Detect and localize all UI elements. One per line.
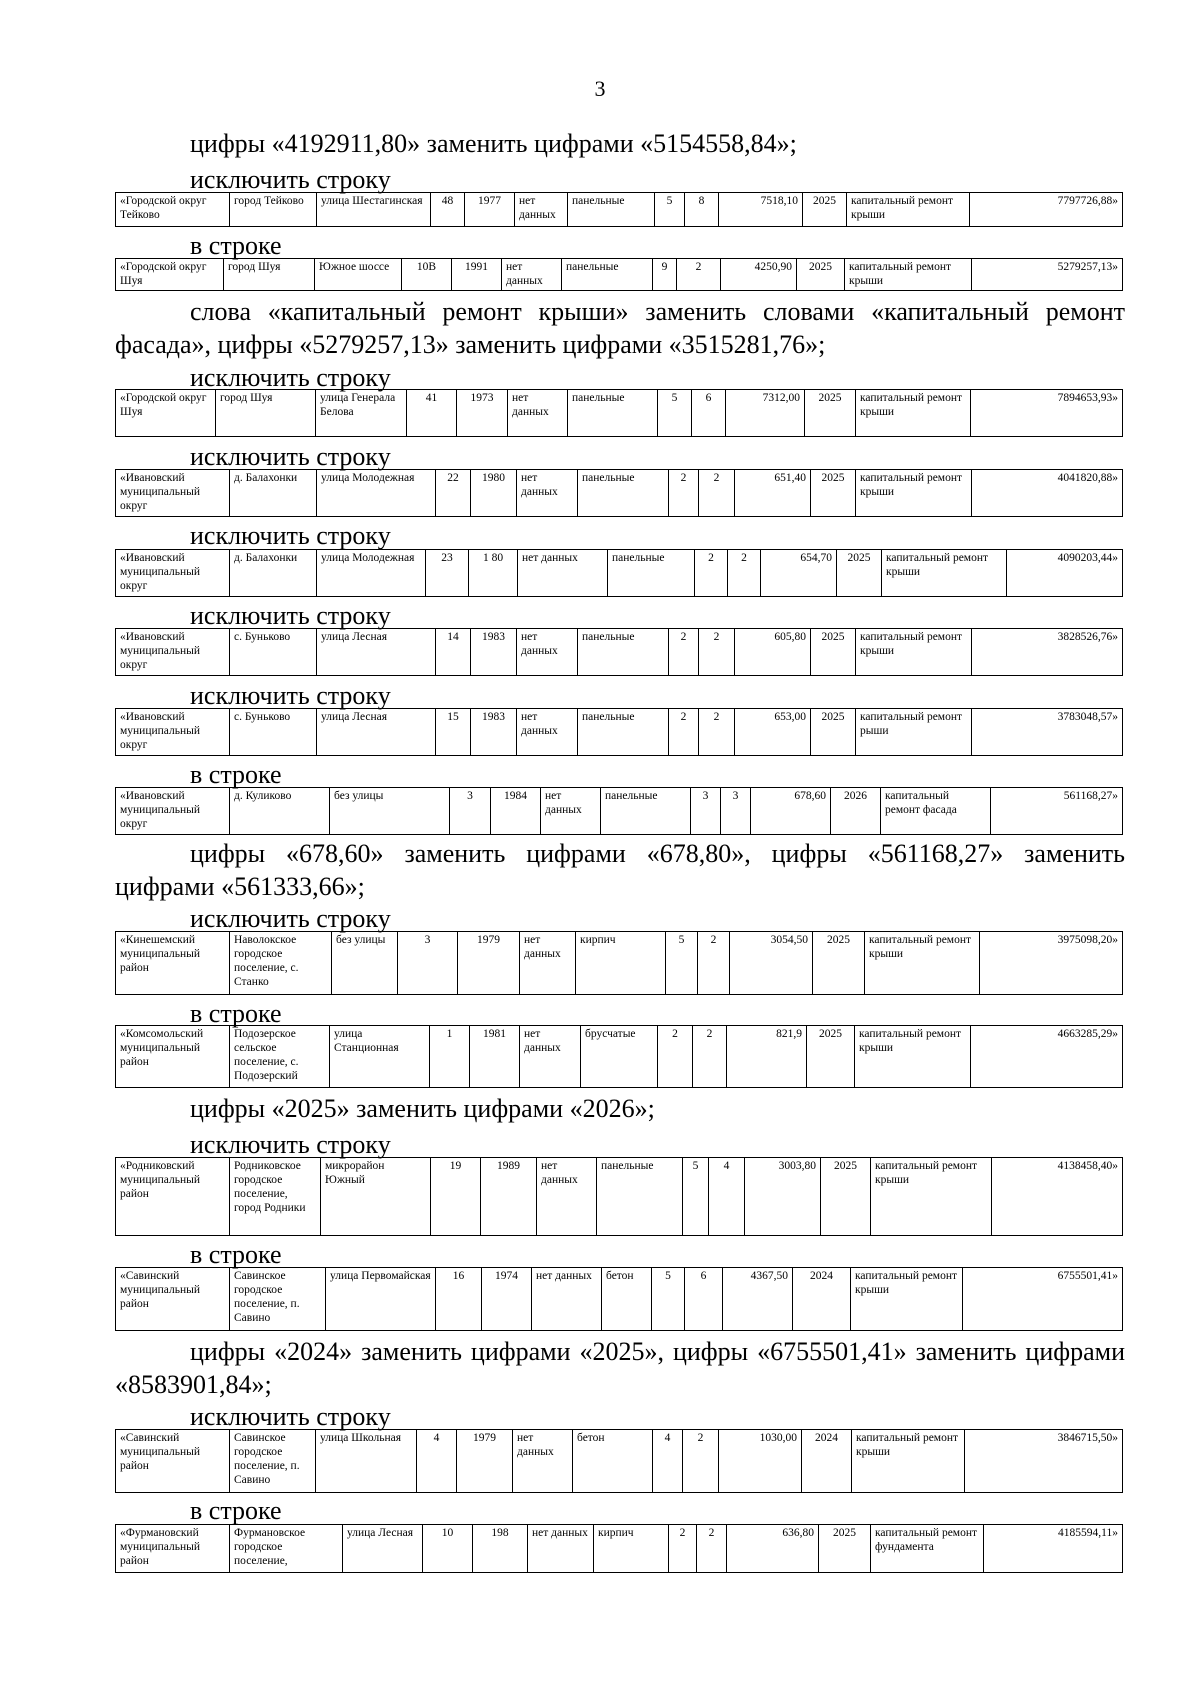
table-cell: 1991 bbox=[452, 259, 502, 291]
table-cell: 8 bbox=[685, 193, 719, 227]
instruction-label: в строке bbox=[190, 760, 282, 789]
table-cell: 2025 bbox=[803, 193, 847, 227]
table-cell: 23 bbox=[426, 550, 469, 597]
table-cell: улица Молодежная bbox=[317, 470, 436, 517]
register-row-table bbox=[115, 1157, 1123, 1236]
register-row-table bbox=[115, 931, 1123, 995]
table-cell: 22 bbox=[436, 470, 471, 517]
table-row bbox=[116, 1158, 1123, 1236]
table-cell: 2024 bbox=[802, 1430, 852, 1493]
table-cell: нет данных bbox=[541, 788, 601, 835]
table-cell: 3003,80 bbox=[745, 1158, 821, 1236]
table-cell: 2025 bbox=[837, 550, 882, 597]
table-row bbox=[116, 1268, 1123, 1331]
table-cell: 3975098,20» bbox=[980, 932, 1123, 995]
amendment-paragraph: цифры «4192911,80» заменить цифрами «5154558,84»; bbox=[190, 129, 797, 158]
table-cell: 2025 bbox=[805, 390, 856, 437]
table-cell: 2025 bbox=[813, 932, 865, 995]
table-cell: «Ивановский муниципальный округ bbox=[116, 629, 230, 676]
table-cell: нет данных bbox=[537, 1158, 597, 1236]
table-cell: 1977 bbox=[465, 193, 515, 227]
table-cell: 6 bbox=[685, 1268, 723, 1331]
table-cell: 5 bbox=[666, 932, 698, 995]
table-cell: 654,70 bbox=[761, 550, 837, 597]
table-cell: «Городской округ Шуя bbox=[116, 390, 216, 437]
table-cell: Подозерское сельское поселение, с. Подозерский bbox=[230, 1026, 330, 1088]
table-cell: 653,00 bbox=[735, 709, 811, 756]
table-cell: 2024 bbox=[793, 1268, 851, 1331]
table-cell: 3 bbox=[721, 788, 751, 835]
table-cell: 4090203,44» bbox=[1007, 550, 1123, 597]
table-row bbox=[116, 709, 1123, 756]
table-cell: 2025 bbox=[811, 629, 856, 676]
table-cell: «Кинешемский муниципальный район bbox=[116, 932, 230, 995]
amendment-paragraph: цифры «2025» заменить цифрами «2026»; bbox=[190, 1094, 655, 1123]
table-cell: 2025 bbox=[819, 1525, 871, 1573]
table-cell: «Ивановский муниципальный округ bbox=[116, 470, 230, 517]
table-cell: 19 bbox=[431, 1158, 481, 1236]
table-cell: 1980 bbox=[471, 470, 517, 517]
table-row bbox=[116, 629, 1123, 676]
register-row-table bbox=[115, 1025, 1123, 1088]
register-row-table bbox=[115, 1267, 1123, 1331]
table-cell: кирпич bbox=[594, 1525, 669, 1573]
table-cell: улица Первомайская bbox=[326, 1268, 436, 1331]
table-cell: 2 bbox=[693, 1026, 727, 1088]
table-cell: «Савинский муниципальный район bbox=[116, 1430, 230, 1493]
table-cell: 605,80 bbox=[735, 629, 811, 676]
table-cell: капитальный ремонт фундамента bbox=[871, 1525, 984, 1573]
table-cell: 2 bbox=[699, 629, 735, 676]
table-cell: город Шуя bbox=[216, 390, 316, 437]
instruction-label: исключить строку bbox=[190, 1402, 391, 1431]
table-cell: 2 bbox=[697, 1525, 727, 1573]
table-row bbox=[116, 550, 1123, 597]
table-cell: 2025 bbox=[807, 1026, 855, 1088]
table-row bbox=[116, 259, 1123, 291]
table-cell: 4367,50 bbox=[723, 1268, 793, 1331]
table-cell: капитальный ремонт крыши bbox=[847, 193, 970, 227]
table-cell: 2 bbox=[669, 629, 699, 676]
table-cell: 1983 bbox=[471, 709, 517, 756]
table-cell: 1979 bbox=[458, 932, 520, 995]
table-cell: панельные bbox=[568, 193, 655, 227]
table-cell: без улицы bbox=[330, 788, 450, 835]
table-cell: с. Буньково bbox=[230, 629, 317, 676]
table-cell: 1 80 bbox=[469, 550, 518, 597]
table-cell: 2025 bbox=[797, 259, 845, 291]
amendment-paragraph: слова «капитальный ремонт крыши» заменить словами «капитальный ремонт фасада», цифры «5279257,13» заменить цифрами «3515281,76»; bbox=[115, 297, 1125, 359]
register-row-table bbox=[115, 549, 1123, 597]
table-cell: капитальный ремонт крыши bbox=[855, 1026, 971, 1088]
table-cell: бетон bbox=[602, 1268, 652, 1331]
table-cell: капитальный ремонт крыши bbox=[865, 932, 980, 995]
table-cell: 5279257,13» bbox=[972, 259, 1123, 291]
instruction-label: в строке bbox=[190, 999, 282, 1028]
table-cell: панельные bbox=[601, 788, 691, 835]
table-cell: 678,60 bbox=[751, 788, 831, 835]
table-cell: нет данных bbox=[508, 390, 568, 437]
instruction-label: исключить строку bbox=[190, 521, 391, 550]
table-row bbox=[116, 1430, 1123, 1493]
table-cell: капитальный ремонт фасада bbox=[881, 788, 991, 835]
table-cell: 2 bbox=[728, 550, 761, 597]
table-cell: Родниковское городское поселение, город Родники bbox=[230, 1158, 321, 1236]
table-cell: нет данных bbox=[517, 629, 578, 676]
table-cell: нет данных bbox=[518, 550, 608, 597]
table-cell: 1983 bbox=[471, 629, 517, 676]
table-cell: д. Балахонки bbox=[230, 550, 317, 597]
table-cell: 4 bbox=[417, 1430, 457, 1493]
table-cell: 2 bbox=[699, 709, 735, 756]
table-cell: панельные bbox=[608, 550, 695, 597]
instruction-label: исключить строку bbox=[190, 904, 391, 933]
register-row-table bbox=[115, 192, 1123, 227]
table-cell: 14 bbox=[436, 629, 471, 676]
table-cell: 9 bbox=[653, 259, 677, 291]
table-cell: город Тейково bbox=[230, 193, 317, 227]
table-cell: 3 bbox=[450, 788, 491, 835]
table-cell: 4138458,40» bbox=[992, 1158, 1123, 1236]
table-cell: капитальный ремонт крыши bbox=[845, 259, 972, 291]
table-cell: «Ивановский муниципальный округ bbox=[116, 788, 230, 835]
table-cell: 5 bbox=[683, 1158, 709, 1236]
table-cell: «Городской округ Шуя bbox=[116, 259, 224, 291]
table-row bbox=[116, 193, 1123, 227]
table-cell: нет данных bbox=[520, 1026, 581, 1088]
instruction-label: в строке bbox=[190, 1496, 282, 1525]
table-cell: капитальный ремонт крыши bbox=[856, 390, 971, 437]
table-cell: нет данных bbox=[517, 470, 578, 517]
table-cell: 6755501,41» bbox=[963, 1268, 1123, 1331]
table-cell: панельные bbox=[578, 470, 669, 517]
table-cell: 2 bbox=[683, 1430, 719, 1493]
table-cell: панельные bbox=[578, 629, 669, 676]
table-cell: нет данных bbox=[517, 709, 578, 756]
table-cell: 16 bbox=[436, 1268, 482, 1331]
table-cell: 1989 bbox=[481, 1158, 537, 1236]
instruction-label: исключить строку bbox=[190, 1130, 391, 1159]
table-cell: 2 bbox=[677, 259, 721, 291]
table-cell: нет данных bbox=[520, 932, 576, 995]
table-cell: 2 bbox=[698, 932, 730, 995]
register-row-table bbox=[115, 1429, 1123, 1493]
table-cell: панельные bbox=[578, 709, 669, 756]
table-cell: 1 bbox=[430, 1026, 470, 1088]
table-cell: 41 bbox=[407, 390, 457, 437]
table-cell: улица Лесная bbox=[343, 1525, 423, 1573]
table-cell: 7797726,88» bbox=[970, 193, 1123, 227]
table-cell: 2 bbox=[669, 709, 699, 756]
table-cell: 4 bbox=[709, 1158, 745, 1236]
table-cell: брусчатые bbox=[581, 1026, 658, 1088]
table-cell: 5 bbox=[652, 1268, 685, 1331]
table-cell: 2 bbox=[669, 1525, 697, 1573]
table-cell: «Савинский муниципальный район bbox=[116, 1268, 230, 1331]
table-cell: улица Шестагинская bbox=[317, 193, 431, 227]
table-cell: капитальный ремонт крыши bbox=[851, 1268, 963, 1331]
table-cell: 7518,10 bbox=[719, 193, 803, 227]
table-row bbox=[116, 390, 1123, 437]
table-cell: улица Школьная bbox=[316, 1430, 417, 1493]
table-cell: Наволокское городское поселение, с. Станко bbox=[230, 932, 332, 995]
table-cell: 651,40 bbox=[735, 470, 811, 517]
table-cell: капитальный ремонт крыши bbox=[852, 1430, 965, 1493]
table-cell: капитальный ремонт крыши bbox=[882, 550, 1007, 597]
table-cell: 2 bbox=[669, 470, 699, 517]
table-cell: 7894653,93» bbox=[971, 390, 1123, 437]
table-cell: город Шуя bbox=[224, 259, 315, 291]
table-cell: кирпич bbox=[576, 932, 666, 995]
table-cell: 6 bbox=[692, 390, 726, 437]
table-row bbox=[116, 470, 1123, 517]
table-cell: «Фурмановский муниципальный район bbox=[116, 1525, 230, 1573]
table-cell: 3054,50 bbox=[730, 932, 813, 995]
table-cell: 561168,27» bbox=[991, 788, 1123, 835]
register-row-table bbox=[115, 258, 1123, 291]
table-cell: 1973 bbox=[457, 390, 508, 437]
amendment-paragraph: цифры «678,60» заменить цифрами «678,80», цифры «561168,27» заменить цифрами «561333,66»; bbox=[115, 839, 1125, 901]
table-cell: «Родниковский муниципальный район bbox=[116, 1158, 230, 1236]
instruction-label: исключить строку bbox=[190, 681, 391, 710]
table-cell: д. Куликово bbox=[230, 788, 330, 835]
table-cell: 10 bbox=[423, 1525, 473, 1573]
table-cell: капитальный ремонт крыши bbox=[871, 1158, 992, 1236]
table-cell: 3828526,76» bbox=[972, 629, 1123, 676]
table-cell: 2025 bbox=[811, 470, 856, 517]
table-cell: 3 bbox=[398, 932, 458, 995]
table-cell: «Ивановский муниципальный округ bbox=[116, 709, 230, 756]
register-row-table bbox=[115, 628, 1123, 676]
table-cell: без улицы bbox=[332, 932, 398, 995]
table-cell: «Городской округ Тейково bbox=[116, 193, 230, 227]
table-cell: нет данных bbox=[515, 193, 568, 227]
table-cell: Савинское городское поселение, п. Савино bbox=[230, 1268, 326, 1331]
table-row bbox=[116, 932, 1123, 995]
table-cell: «Ивановский муниципальный округ bbox=[116, 550, 230, 597]
table-cell: д. Балахонки bbox=[230, 470, 317, 517]
table-cell: улица Генерала Белова bbox=[316, 390, 407, 437]
register-row-table bbox=[115, 708, 1123, 756]
table-row bbox=[116, 1026, 1123, 1088]
instruction-label: в строке bbox=[190, 231, 282, 260]
table-cell: 4041820,88» bbox=[972, 470, 1123, 517]
table-cell: 3 bbox=[691, 788, 721, 835]
table-cell: 5 bbox=[655, 193, 685, 227]
table-cell: «Комсомольский муниципальный район bbox=[116, 1026, 230, 1088]
table-cell: панельные bbox=[568, 390, 658, 437]
table-cell: нет данных bbox=[502, 259, 562, 291]
table-cell: 7312,00 bbox=[726, 390, 805, 437]
table-cell: 1030,00 bbox=[719, 1430, 802, 1493]
table-cell: с. Буньково bbox=[230, 709, 317, 756]
table-cell: капитальный ремонт крыши bbox=[856, 470, 972, 517]
table-cell: 1979 bbox=[457, 1430, 513, 1493]
table-cell: 1984 bbox=[491, 788, 541, 835]
register-row-table bbox=[115, 1524, 1123, 1573]
table-cell: 2 bbox=[695, 550, 728, 597]
instruction-label: в строке bbox=[190, 1240, 282, 1269]
table-cell: улица Лесная bbox=[317, 709, 436, 756]
instruction-label: исключить строку bbox=[190, 601, 391, 630]
table-cell: 2025 bbox=[821, 1158, 871, 1236]
table-row bbox=[116, 1525, 1123, 1573]
table-cell: 3846715,50» bbox=[965, 1430, 1123, 1493]
table-cell: нет данных bbox=[513, 1430, 573, 1493]
table-cell: 4663285,29» bbox=[971, 1026, 1123, 1088]
table-cell: 636,80 bbox=[727, 1525, 819, 1573]
table-cell: 198 bbox=[473, 1525, 528, 1573]
table-cell: Южное шоссе bbox=[315, 259, 402, 291]
table-cell: 5 bbox=[658, 390, 692, 437]
table-cell: 2026 bbox=[831, 788, 881, 835]
table-cell: 4 bbox=[653, 1430, 683, 1493]
table-cell: капитальный ремонт рыши bbox=[856, 709, 972, 756]
instruction-label: исключить строку bbox=[190, 165, 391, 194]
table-cell: бетон bbox=[573, 1430, 653, 1493]
table-row bbox=[116, 788, 1123, 835]
table-cell: 10В bbox=[402, 259, 452, 291]
table-cell: 15 bbox=[436, 709, 471, 756]
register-row-table bbox=[115, 389, 1123, 437]
instruction-label: исключить строку bbox=[190, 363, 391, 392]
table-cell: 48 bbox=[431, 193, 465, 227]
table-cell: 2 bbox=[699, 470, 735, 517]
table-cell: панельные bbox=[597, 1158, 683, 1236]
table-cell: Савинское городское поселение, п. Савино bbox=[230, 1430, 316, 1493]
table-cell: панельные bbox=[562, 259, 653, 291]
register-row-table bbox=[115, 787, 1123, 835]
table-cell: нет данных bbox=[532, 1268, 602, 1331]
amendment-paragraph: цифры «2024» заменить цифрами «2025», цифры «6755501,41» заменить цифрами «8583901,84»; bbox=[115, 1337, 1125, 1399]
table-cell: улица Молодежная bbox=[317, 550, 426, 597]
table-cell: 4250,90 bbox=[721, 259, 797, 291]
table-cell: 2025 bbox=[811, 709, 856, 756]
table-cell: капитальный ремонт крыши bbox=[856, 629, 972, 676]
table-cell: 1981 bbox=[470, 1026, 520, 1088]
page-number: 3 bbox=[594, 76, 606, 101]
table-cell: 1974 bbox=[482, 1268, 532, 1331]
table-cell: микрорайон Южный bbox=[321, 1158, 431, 1236]
table-cell: Фурмановское городское поселение, bbox=[230, 1525, 343, 1573]
table-cell: 4185594,11» bbox=[984, 1525, 1123, 1573]
table-cell: 821,9 bbox=[727, 1026, 807, 1088]
table-cell: улица Станционная bbox=[330, 1026, 430, 1088]
table-cell: 3783048,57» bbox=[972, 709, 1123, 756]
instruction-label: исключить строку bbox=[190, 442, 391, 471]
table-cell: нет данных bbox=[528, 1525, 594, 1573]
register-row-table bbox=[115, 469, 1123, 517]
table-cell: улица Лесная bbox=[317, 629, 436, 676]
table-cell: 2 bbox=[658, 1026, 693, 1088]
